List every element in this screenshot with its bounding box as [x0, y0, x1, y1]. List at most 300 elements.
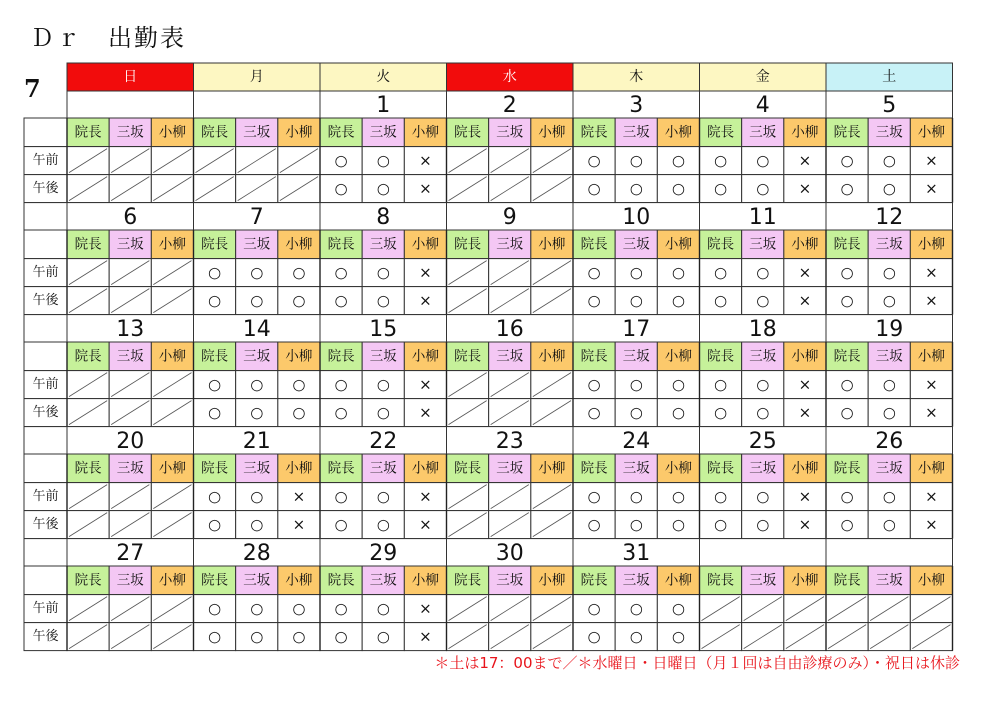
doctor-name: 三坂	[622, 124, 650, 141]
doctor-name: 三坂	[116, 460, 144, 477]
doctor-name: 三坂	[622, 572, 650, 589]
date-number: 6	[123, 204, 138, 230]
doctor-name: 小柳	[791, 460, 819, 477]
date-cell	[67, 91, 194, 118]
availability-mark: ×	[419, 375, 432, 394]
doctor-name: 小柳	[411, 460, 439, 477]
doctor-name: 小柳	[538, 124, 566, 141]
doctor-name: 三坂	[622, 236, 650, 253]
period-label: 午前	[32, 601, 59, 617]
doctor-name: 小柳	[917, 124, 945, 141]
availability-mark: ×	[925, 403, 938, 422]
doctor-name: 院長	[580, 124, 608, 141]
doctor-name: 院長	[201, 348, 229, 365]
availability-mark: ×	[798, 515, 812, 534]
doctor-name: 院長	[454, 572, 482, 589]
availability-mark: ○	[292, 291, 306, 310]
availability-mark: ×	[798, 179, 812, 198]
availability-mark: ○	[882, 403, 896, 422]
availability-mark: ×	[925, 515, 938, 534]
availability-mark: ○	[714, 403, 728, 422]
date-number: 15	[369, 316, 398, 342]
date-number: 3	[629, 93, 644, 119]
doctor-name: 院長	[833, 124, 861, 141]
availability-mark: ○	[629, 403, 643, 422]
availability-mark: ×	[419, 263, 432, 282]
availability-mark: ○	[334, 179, 348, 198]
availability-mark: ○	[629, 487, 643, 506]
availability-mark: ○	[292, 599, 306, 618]
availability-mark: ○	[587, 291, 601, 310]
date-number: 8	[376, 204, 391, 230]
availability-mark: ○	[840, 179, 854, 198]
availability-mark: ○	[840, 291, 854, 310]
availability-mark: ○	[376, 291, 390, 310]
period-label: 午後	[32, 517, 59, 533]
availability-mark: ×	[292, 515, 306, 534]
availability-mark: ○	[250, 487, 264, 506]
availability-mark: ○	[756, 151, 770, 170]
availability-mark: ×	[798, 375, 812, 394]
availability-mark: ○	[587, 375, 601, 394]
weekday-label: 木	[629, 69, 644, 85]
doctor-name: 小柳	[285, 572, 313, 589]
availability-mark: ×	[925, 151, 938, 170]
availability-mark: ○	[714, 375, 728, 394]
doctor-name: 三坂	[875, 236, 903, 253]
date-number: 23	[495, 428, 524, 454]
doctor-name: 院長	[833, 348, 861, 365]
availability-mark: ○	[671, 291, 685, 310]
availability-mark: ○	[250, 515, 264, 534]
doctor-name: 三坂	[749, 348, 777, 365]
doctor-name: 小柳	[917, 460, 945, 477]
availability-mark: ○	[882, 291, 896, 310]
availability-mark: ○	[882, 487, 896, 506]
doctor-name: 院長	[327, 236, 355, 253]
availability-mark: ○	[756, 179, 770, 198]
doctor-name: 院長	[454, 236, 482, 253]
availability-mark: ×	[419, 515, 432, 534]
doctor-name: 小柳	[285, 236, 313, 253]
weekday-label: 水	[502, 69, 517, 85]
availability-mark: ○	[292, 375, 306, 394]
availability-mark: ○	[376, 403, 390, 422]
doctor-name: 三坂	[875, 460, 903, 477]
name-row-label-cell	[24, 566, 67, 595]
availability-mark: ○	[671, 487, 685, 506]
availability-mark: ×	[798, 151, 812, 170]
availability-mark: ○	[376, 263, 390, 282]
doctor-name: 小柳	[158, 348, 186, 365]
availability-mark: ○	[882, 151, 896, 170]
doctor-name: 三坂	[243, 124, 271, 141]
doctor-name: 院長	[707, 460, 735, 477]
doctor-name: 三坂	[243, 572, 271, 589]
date-number: 16	[495, 316, 524, 342]
date-number: 31	[622, 540, 651, 566]
name-row-label-cell	[24, 454, 67, 483]
weekday-label: 土	[882, 69, 897, 85]
doctor-name: 三坂	[496, 460, 524, 477]
date-row-label-cell	[24, 315, 67, 342]
doctor-name: 三坂	[749, 460, 777, 477]
footnote: ＊土は17：00まで／＊水曜日・日曜日（月１回は自由診療のみ）・祝日は休診	[434, 654, 960, 672]
doctor-name: 院長	[201, 460, 229, 477]
availability-mark: ○	[671, 515, 685, 534]
availability-mark: ○	[756, 263, 770, 282]
availability-mark: ○	[756, 403, 770, 422]
availability-mark: ○	[671, 151, 685, 170]
availability-mark: ○	[629, 375, 643, 394]
availability-mark: ○	[587, 151, 601, 170]
availability-mark: ○	[208, 515, 222, 534]
doctor-name: 小柳	[538, 460, 566, 477]
availability-mark: ○	[714, 487, 728, 506]
availability-mark: ○	[756, 487, 770, 506]
availability-mark: ○	[882, 179, 896, 198]
doctor-name: 三坂	[875, 348, 903, 365]
doctor-name: 院長	[454, 460, 482, 477]
name-row-label-cell	[24, 342, 67, 371]
doctor-name: 院長	[327, 348, 355, 365]
doctor-name: 院長	[74, 460, 102, 477]
doctor-name: 院長	[201, 236, 229, 253]
availability-mark: ○	[334, 263, 348, 282]
date-number: 13	[116, 316, 145, 342]
availability-mark: ×	[798, 263, 812, 282]
availability-mark: ○	[629, 627, 643, 646]
date-number: 1	[376, 93, 391, 119]
availability-mark: ×	[419, 179, 432, 198]
availability-mark: ○	[208, 599, 222, 618]
doctor-name: 小柳	[664, 124, 692, 141]
availability-mark: ○	[671, 403, 685, 422]
doctor-name: 院長	[580, 348, 608, 365]
availability-mark: ○	[292, 403, 306, 422]
doctor-name: 小柳	[538, 572, 566, 589]
weekday-label: 月	[249, 69, 264, 85]
availability-mark: ×	[419, 599, 432, 618]
doctor-name: 三坂	[369, 236, 397, 253]
availability-mark: ○	[208, 375, 222, 394]
date-number: 5	[882, 93, 897, 119]
doctor-name: 小柳	[411, 348, 439, 365]
availability-mark: ×	[925, 487, 938, 506]
availability-mark: ○	[840, 151, 854, 170]
doctor-name: 院長	[833, 236, 861, 253]
date-number: 10	[622, 204, 651, 230]
doctor-name: 三坂	[116, 348, 144, 365]
period-label: 午前	[32, 265, 59, 281]
availability-mark: ○	[714, 291, 728, 310]
date-number: 2	[502, 93, 517, 119]
availability-mark: ×	[419, 487, 432, 506]
availability-mark: ○	[250, 291, 264, 310]
date-number: 20	[116, 428, 145, 454]
availability-mark: ○	[376, 627, 390, 646]
availability-mark: ○	[334, 627, 348, 646]
availability-mark: ○	[250, 263, 264, 282]
availability-mark: ○	[208, 263, 222, 282]
date-cell	[700, 539, 827, 566]
date-number: 4	[755, 93, 770, 119]
doctor-name: 小柳	[664, 236, 692, 253]
doctor-name: 小柳	[411, 572, 439, 589]
period-label: 午後	[32, 181, 59, 197]
date-cell	[194, 91, 321, 118]
date-number: 29	[369, 540, 398, 566]
availability-mark: ○	[334, 151, 348, 170]
doctor-name: 三坂	[496, 572, 524, 589]
availability-mark: ○	[334, 487, 348, 506]
availability-mark: ○	[250, 375, 264, 394]
doctor-name: 小柳	[664, 348, 692, 365]
availability-mark: ○	[882, 375, 896, 394]
date-number: 21	[242, 428, 271, 454]
availability-mark: ○	[334, 375, 348, 394]
availability-mark: ○	[671, 375, 685, 394]
doctor-name: 院長	[74, 572, 102, 589]
doctor-name: 小柳	[664, 572, 692, 589]
doctor-name: 小柳	[917, 572, 945, 589]
availability-mark: ○	[629, 151, 643, 170]
date-number: 9	[502, 204, 517, 230]
availability-mark: ○	[882, 263, 896, 282]
date-number: 27	[116, 540, 145, 566]
doctor-name: 院長	[454, 124, 482, 141]
availability-mark: ○	[250, 403, 264, 422]
availability-mark: ○	[629, 179, 643, 198]
doctor-name: 小柳	[791, 124, 819, 141]
doctor-name: 小柳	[791, 348, 819, 365]
date-number: 25	[748, 428, 777, 454]
doctor-name: 三坂	[622, 460, 650, 477]
availability-mark: ×	[925, 291, 938, 310]
availability-mark: ○	[671, 627, 685, 646]
doctor-name: 院長	[707, 124, 735, 141]
availability-mark: ○	[587, 403, 601, 422]
doctor-name: 三坂	[243, 460, 271, 477]
doctor-name: 小柳	[411, 236, 439, 253]
period-label: 午後	[32, 629, 59, 645]
doctor-name: 院長	[74, 124, 102, 141]
availability-mark: ×	[925, 263, 938, 282]
availability-mark: ○	[334, 599, 348, 618]
doctor-name: 三坂	[369, 572, 397, 589]
doctor-name: 小柳	[158, 124, 186, 141]
date-number: 18	[748, 316, 777, 342]
availability-mark: ○	[882, 515, 896, 534]
date-number: 30	[495, 540, 524, 566]
doctor-name: 小柳	[538, 348, 566, 365]
doctor-name: 院長	[707, 572, 735, 589]
date-number: 28	[242, 540, 271, 566]
doctor-name: 院長	[201, 124, 229, 141]
doctor-name: 小柳	[791, 236, 819, 253]
weekday-label: 金	[755, 69, 770, 85]
doctor-name: 三坂	[496, 236, 524, 253]
availability-mark: ○	[629, 599, 643, 618]
doctor-name: 院長	[580, 460, 608, 477]
availability-mark: ○	[376, 179, 390, 198]
date-row-label-cell	[24, 203, 67, 230]
availability-mark: ○	[840, 263, 854, 282]
doctor-name: 三坂	[496, 124, 524, 141]
availability-mark: ○	[629, 515, 643, 534]
availability-mark: ×	[798, 487, 812, 506]
availability-mark: ○	[629, 263, 643, 282]
availability-mark: ×	[419, 403, 432, 422]
doctor-name: 小柳	[158, 460, 186, 477]
doctor-name: 小柳	[285, 348, 313, 365]
availability-mark: ○	[376, 515, 390, 534]
availability-mark: ×	[925, 179, 938, 198]
availability-mark: ○	[376, 487, 390, 506]
period-label: 午前	[32, 153, 59, 169]
doctor-name: 三坂	[875, 124, 903, 141]
doctor-name: 院長	[580, 236, 608, 253]
doctor-name: 三坂	[116, 124, 144, 141]
doctor-name: 三坂	[369, 124, 397, 141]
date-number: 26	[875, 428, 904, 454]
availability-mark: ○	[376, 151, 390, 170]
availability-mark: ○	[840, 375, 854, 394]
date-number: 24	[622, 428, 651, 454]
doctor-name: 三坂	[116, 572, 144, 589]
availability-mark: ○	[250, 627, 264, 646]
availability-mark: ○	[334, 403, 348, 422]
page-title: Ｄｒ 出勤表	[30, 24, 186, 52]
availability-mark: ○	[756, 515, 770, 534]
doctor-name: 院長	[707, 348, 735, 365]
availability-mark: ○	[671, 263, 685, 282]
doctor-name: 院長	[707, 236, 735, 253]
doctor-name: 三坂	[369, 348, 397, 365]
weekday-label: 火	[376, 69, 391, 85]
availability-mark: ○	[587, 515, 601, 534]
doctor-name: 小柳	[411, 124, 439, 141]
doctor-name: 小柳	[917, 348, 945, 365]
availability-mark: ○	[250, 599, 264, 618]
availability-mark: ○	[208, 403, 222, 422]
doctor-name: 小柳	[158, 572, 186, 589]
availability-mark: ○	[334, 515, 348, 534]
availability-mark: ○	[208, 627, 222, 646]
date-number: 12	[875, 204, 904, 230]
name-row-label-cell	[24, 230, 67, 259]
doctor-name: 院長	[327, 572, 355, 589]
period-label: 午前	[32, 489, 59, 505]
doctor-name: 小柳	[285, 460, 313, 477]
date-number: 7	[249, 204, 264, 230]
doctor-name: 小柳	[664, 460, 692, 477]
doctor-name: 小柳	[538, 236, 566, 253]
doctor-name: 院長	[454, 348, 482, 365]
availability-mark: ○	[208, 291, 222, 310]
availability-mark: ○	[671, 599, 685, 618]
availability-mark: ○	[208, 487, 222, 506]
availability-mark: ○	[714, 263, 728, 282]
date-cell	[826, 539, 953, 566]
availability-mark: ○	[587, 487, 601, 506]
doctor-name: 院長	[201, 572, 229, 589]
availability-mark: ○	[840, 487, 854, 506]
availability-mark: ○	[292, 263, 306, 282]
availability-mark: ○	[840, 403, 854, 422]
date-number: 22	[369, 428, 398, 454]
availability-mark: ×	[419, 151, 432, 170]
doctor-name: 三坂	[243, 348, 271, 365]
date-number: 11	[748, 204, 777, 230]
availability-mark: ○	[714, 179, 728, 198]
availability-mark: ○	[756, 375, 770, 394]
doctor-name: 院長	[74, 236, 102, 253]
name-row-label-cell	[24, 118, 67, 147]
availability-mark: ○	[629, 291, 643, 310]
availability-mark: ○	[587, 263, 601, 282]
availability-mark: ×	[419, 291, 432, 310]
date-number: 19	[875, 316, 904, 342]
date-number: 17	[622, 316, 651, 342]
doctor-name: 院長	[327, 124, 355, 141]
availability-mark: ○	[671, 179, 685, 198]
doctor-name: 院長	[74, 348, 102, 365]
doctor-name: 三坂	[496, 348, 524, 365]
doctor-name: 三坂	[369, 460, 397, 477]
availability-mark: ○	[714, 515, 728, 534]
availability-mark: ○	[292, 627, 306, 646]
doctor-name: 小柳	[917, 236, 945, 253]
period-label: 午後	[32, 293, 59, 309]
doctor-name: 三坂	[749, 236, 777, 253]
doctor-name: 三坂	[749, 124, 777, 141]
availability-mark: ○	[376, 375, 390, 394]
availability-mark: ○	[587, 599, 601, 618]
doctor-name: 三坂	[749, 572, 777, 589]
doctor-name: 小柳	[791, 572, 819, 589]
doctor-name: 三坂	[243, 236, 271, 253]
doctor-name: 院長	[327, 460, 355, 477]
doctor-name: 小柳	[285, 124, 313, 141]
month-label: 7	[24, 74, 41, 103]
doctor-name: 三坂	[622, 348, 650, 365]
availability-mark: ○	[756, 291, 770, 310]
availability-mark: ○	[840, 515, 854, 534]
period-label: 午前	[32, 377, 59, 393]
availability-mark: ○	[714, 151, 728, 170]
availability-mark: ○	[587, 627, 601, 646]
date-row-label-cell	[24, 427, 67, 454]
doctor-name: 三坂	[875, 572, 903, 589]
doctor-name: 院長	[833, 460, 861, 477]
date-number: 14	[242, 316, 271, 342]
doctor-name: 院長	[580, 572, 608, 589]
doctor-name: 院長	[833, 572, 861, 589]
availability-mark: ×	[798, 403, 812, 422]
availability-mark: ×	[925, 375, 938, 394]
availability-mark: ○	[587, 179, 601, 198]
availability-mark: ×	[798, 291, 812, 310]
availability-mark: ×	[419, 627, 432, 646]
availability-mark: ○	[376, 599, 390, 618]
doctor-name: 三坂	[116, 236, 144, 253]
availability-mark: ○	[334, 291, 348, 310]
period-label: 午後	[32, 405, 59, 421]
weekday-label: 日	[123, 69, 138, 85]
availability-mark: ×	[292, 487, 306, 506]
doctor-name: 小柳	[158, 236, 186, 253]
